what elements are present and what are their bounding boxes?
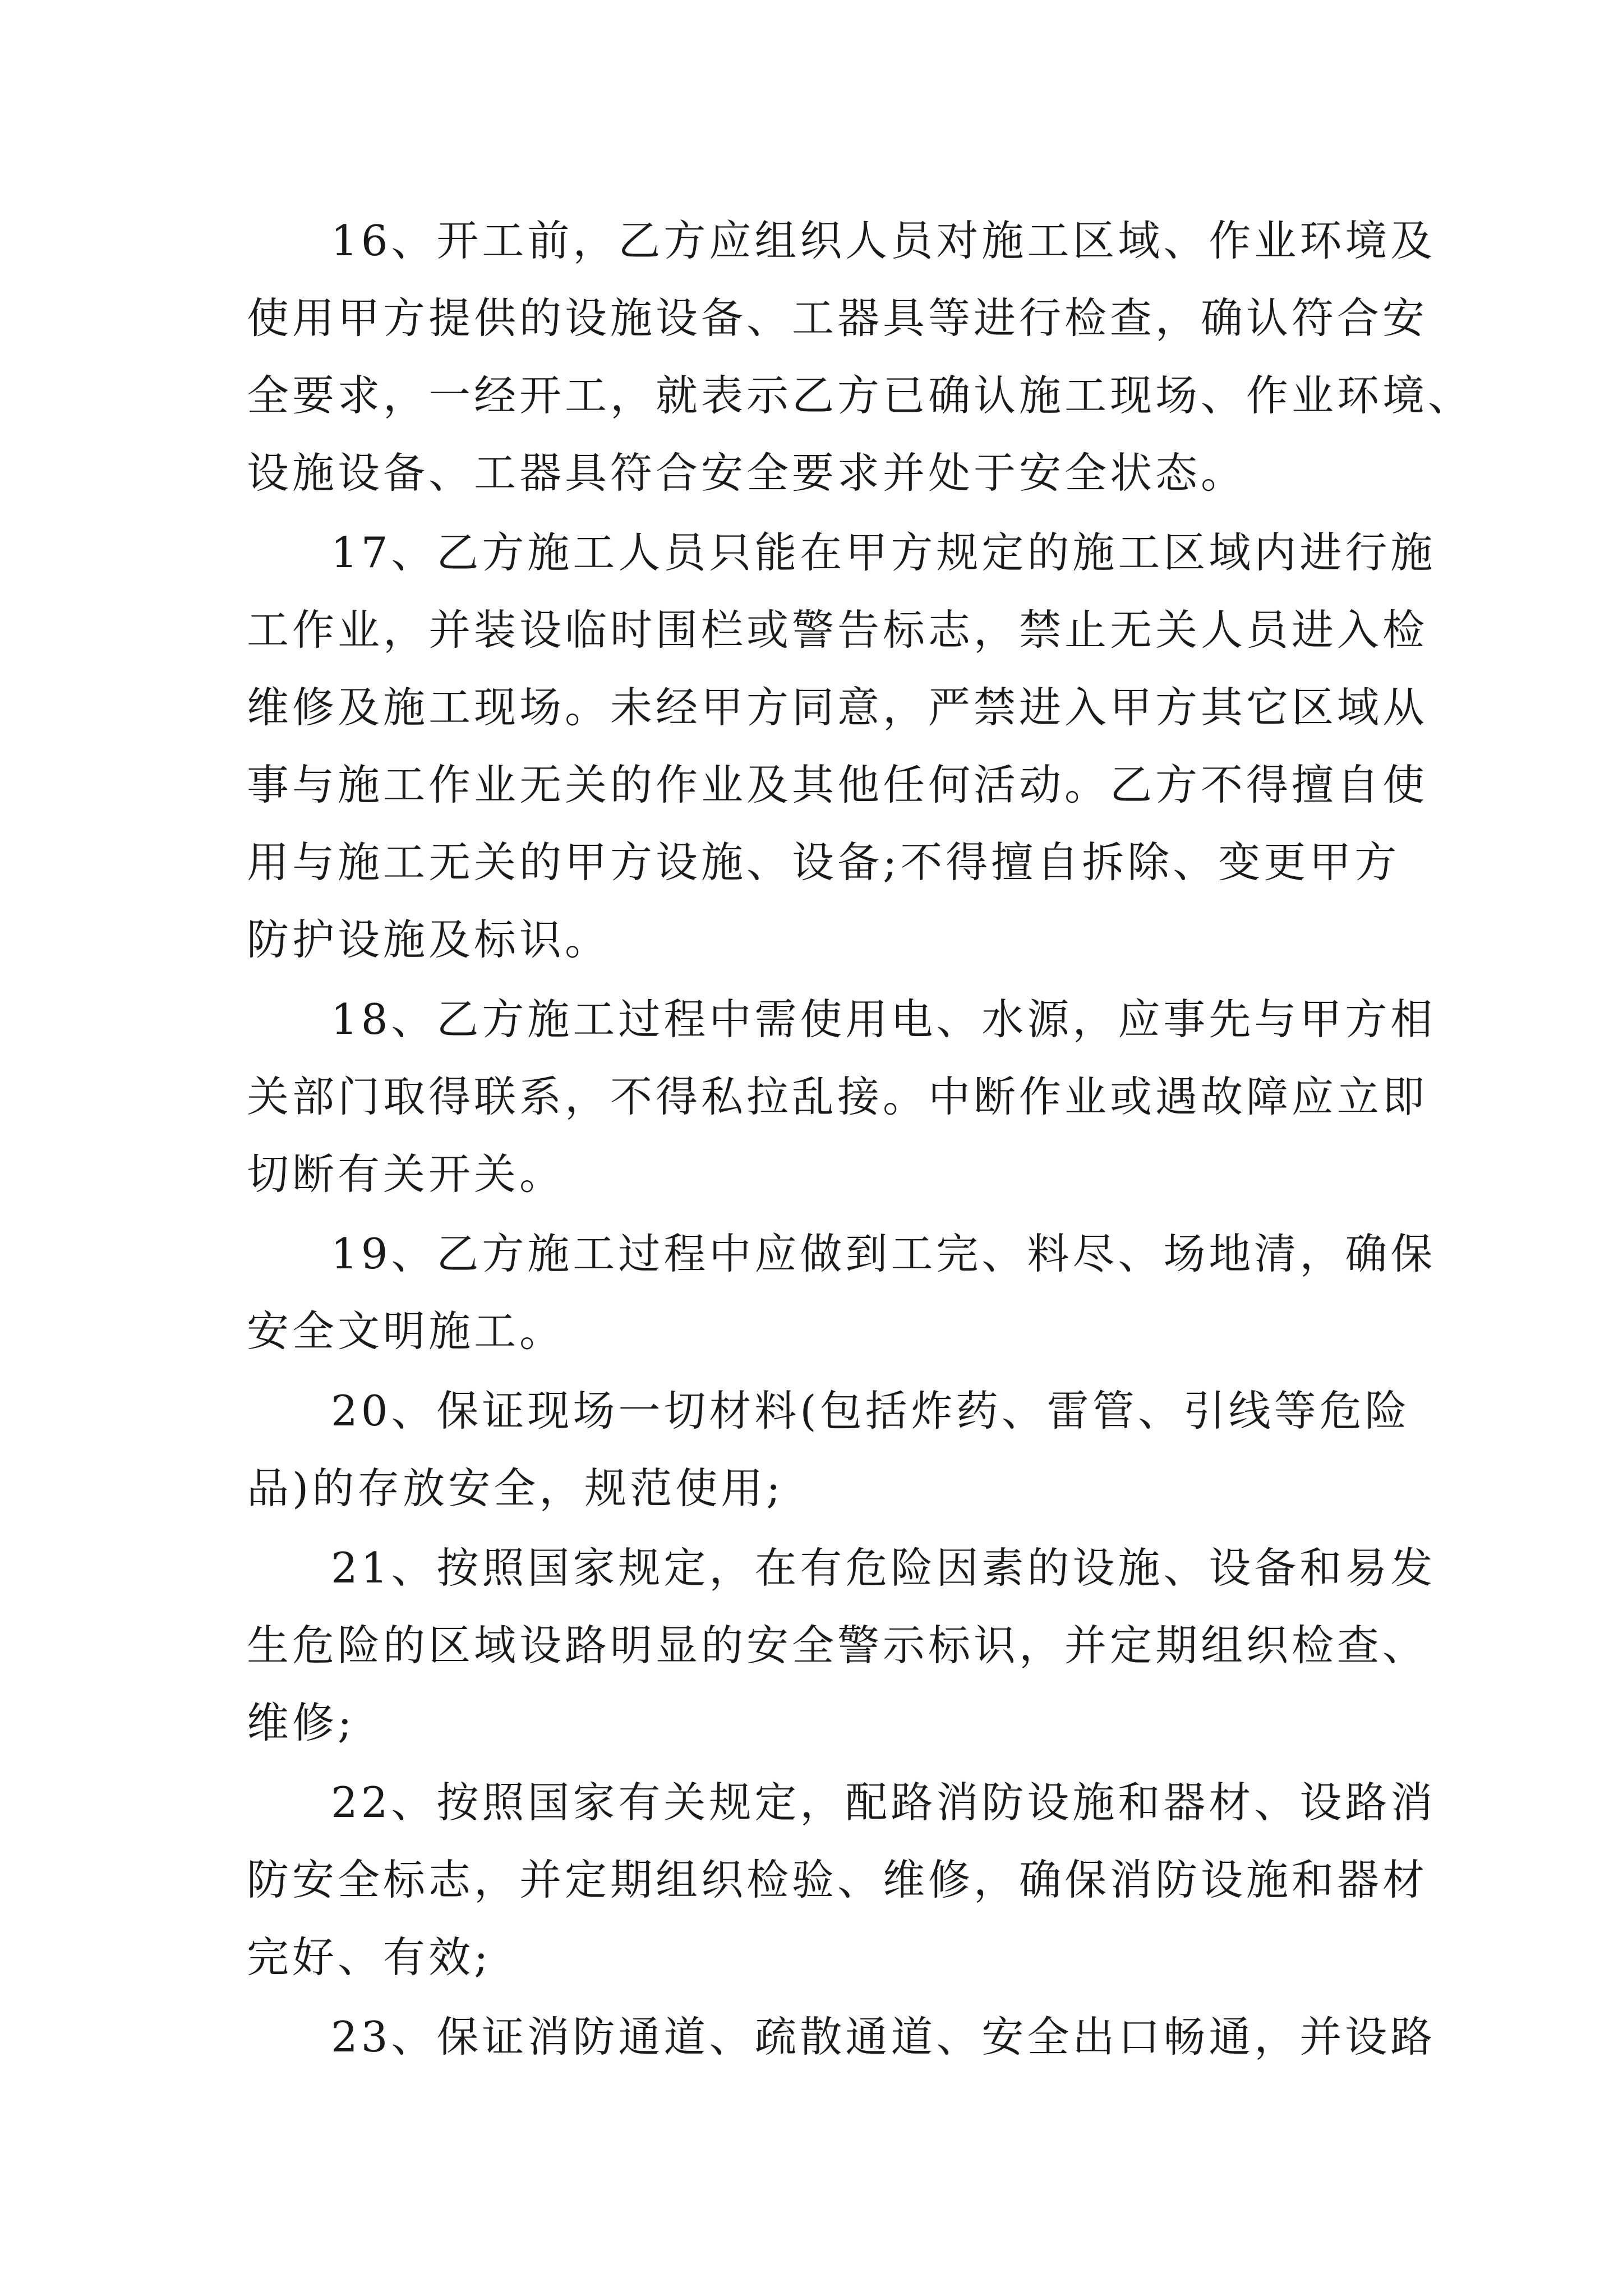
- text-line: 18、乙方施工过程中需使用电、水源，应事先与甲方相: [331, 995, 1436, 1044]
- text-line: 维修及施工现场。未经甲方同意，严禁进入甲方其它区域从: [247, 683, 1428, 732]
- text-line: 全要求，一经开工，就表示乙方已确认施工现场、作业环境、: [247, 371, 1474, 420]
- text-line: 22、按照国家有关规定，配路消防设施和器材、设路消: [331, 1778, 1436, 1827]
- text-line: 事与施工作业无关的作业及其他任何活动。乙方不得擅自使: [247, 760, 1428, 809]
- text-line: 品)的存放安全，规范使用;: [247, 1464, 784, 1513]
- clause-18: [247, 981, 1436, 1213]
- text-line: 维修;: [247, 1698, 356, 1747]
- text-line: 用与施工无关的甲方设施、设备;不得擅自拆除、变更甲方: [247, 838, 1400, 887]
- text-line: 工作业，并装设临时围栏或警告标志，禁止无关人员进入检: [247, 605, 1428, 655]
- text-line: 完好、有效;: [247, 1932, 492, 1982]
- text-line: 安全文明施工。: [247, 1306, 565, 1356]
- text-line: 23、保证消防通道、疏散通道、安全出口畅通，并设路: [331, 2012, 1436, 2062]
- text-line: 切断有关开关。: [247, 1149, 565, 1199]
- clause-16: [247, 202, 1474, 512]
- clause-22: [247, 1764, 1436, 1996]
- text-line: 17、乙方施工人员只能在甲方规定的施工区域内进行施: [331, 528, 1436, 577]
- clause-23: [247, 1998, 1436, 2076]
- text-line: 设施设备、工器具符合安全要求并处于安全状态。: [247, 448, 1247, 498]
- text-line: 防安全标志，并定期组织检验、维修，确保消防设施和器材: [247, 1855, 1428, 1904]
- clause-17: [247, 514, 1436, 978]
- text-line: 20、保证现场一切材料(包括炸药、雷管、引线等危险: [331, 1386, 1410, 1435]
- text-line: 16、开工前，乙方应组织人员对施工区域、作业环境及: [331, 216, 1436, 265]
- text-line: 防护设施及标识。: [247, 915, 611, 964]
- text-line: 生危险的区域设路明显的安全警示标识，并定期组织检查、: [247, 1621, 1428, 1670]
- text-line: 关部门取得联系，不得私拉乱接。中断作业或遇故障应立即: [247, 1072, 1428, 1121]
- clause-19: [247, 1215, 1436, 1370]
- text-line: 使用甲方提供的设施设备、工器具等进行检查，确认符合安: [247, 293, 1428, 343]
- clause-20: [247, 1372, 1410, 1527]
- clause-21: [247, 1529, 1436, 1761]
- text-line: 21、按照国家规定，在有危险因素的设施、设备和易发: [331, 1543, 1436, 1593]
- document-body: [247, 202, 1474, 2078]
- text-line: 19、乙方施工过程中应做到工完、料尽、场地清，确保: [331, 1229, 1436, 1278]
